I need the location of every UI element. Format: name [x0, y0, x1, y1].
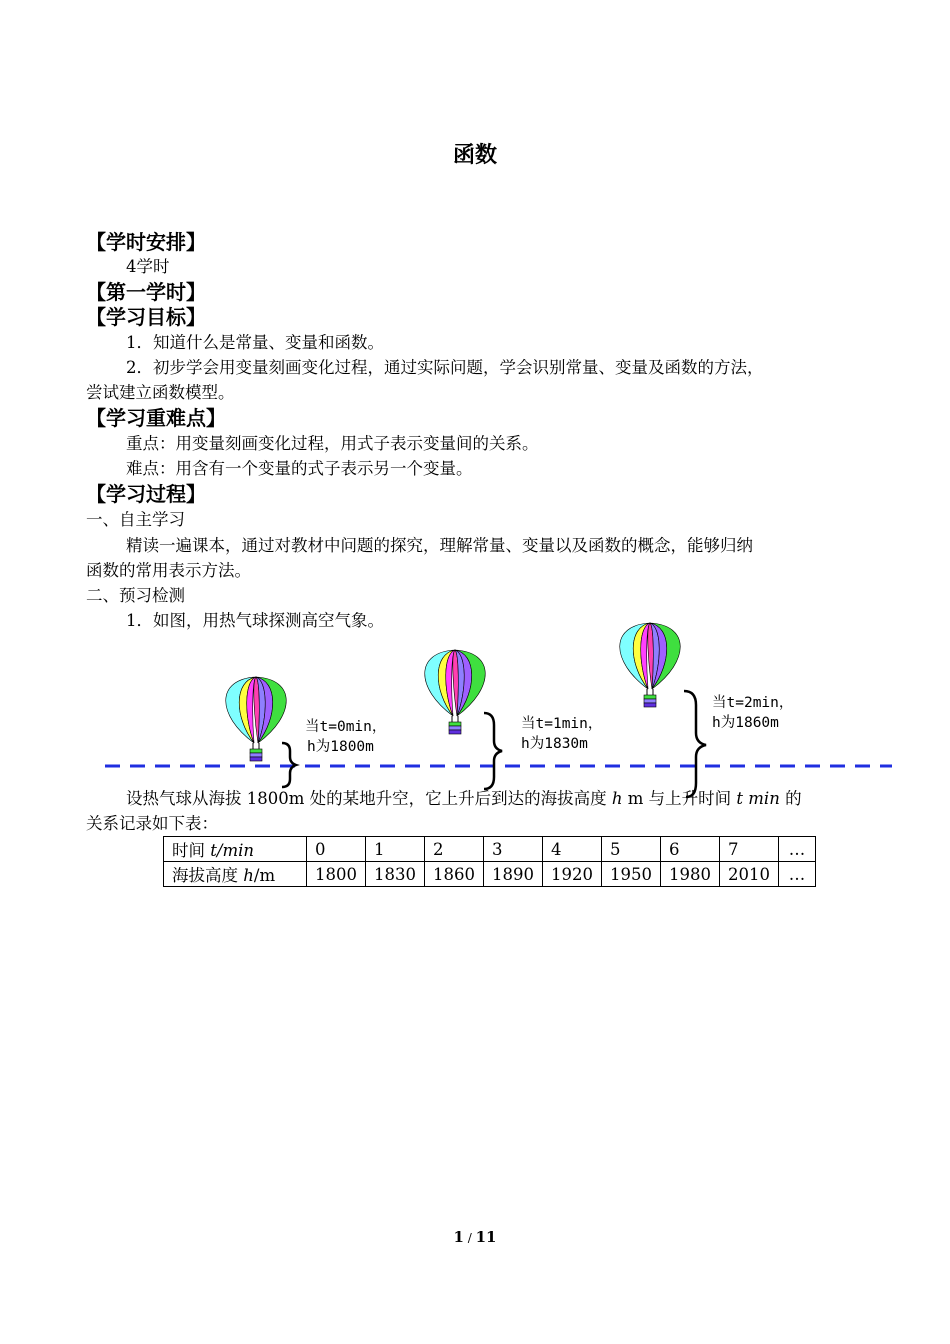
- balloon-3-label-line-1: 当t=2min，: [712, 695, 794, 711]
- document-title: 函数: [452, 143, 497, 168]
- question-1-description-line-1: 设热气球从海拔 1800m 处的某地升空，它上升后到达的海拔高度 h m 与上升时间 t min 的: [126, 789, 802, 808]
- table-cell: 5: [602, 837, 661, 862]
- page-number: 1 / 11: [453, 1228, 497, 1246]
- table-cell: 0: [307, 837, 366, 862]
- part-1-text-line-2: 函数的常用表示方法。: [86, 561, 251, 580]
- table-cell: 1860: [425, 862, 484, 887]
- balloon-3-label-line-2: h为1860m: [712, 715, 779, 731]
- part-1-text-line-1: 精读一遍课本，通过对教材中问题的探究，理解常量、变量以及函数的概念，能够归纳: [126, 536, 753, 555]
- balloon-1-label-line-1: 当t=0min，: [305, 719, 387, 735]
- balloon-1: [226, 677, 287, 761]
- table-cell: 1920: [543, 862, 602, 887]
- part-1-heading: 一、自主学习: [86, 510, 185, 529]
- table-row-height: [164, 862, 816, 887]
- table-row-label-time: 时间 t/min: [164, 837, 307, 862]
- balloon-figure: [0, 615, 950, 800]
- table-cell: …: [779, 862, 816, 887]
- table-cell: 1950: [602, 862, 661, 887]
- goal-2-line-2: 尝试建立函数模型。: [86, 383, 235, 402]
- section-key-points-heading: 【学习重难点】: [86, 406, 226, 430]
- section-schedule-heading: 【学时安排】: [86, 230, 206, 254]
- table-cell: 1800: [307, 862, 366, 887]
- time-height-table: [163, 836, 816, 887]
- brace-2: [484, 713, 502, 789]
- key-point: 重点：用变量刻画变化过程，用式子表示变量间的关系。: [126, 434, 539, 453]
- question-1: 1．如图，用热气球探测高空气象。: [126, 611, 384, 630]
- balloon-2-label-line-1: 当t=1min，: [521, 716, 603, 732]
- table-cell: 2010: [720, 862, 779, 887]
- table-cell: 1890: [484, 862, 543, 887]
- hard-point: 难点：用含有一个变量的式子表示另一个变量。: [126, 459, 473, 478]
- brace-3: [684, 691, 706, 797]
- variable-t: t min: [736, 789, 780, 808]
- part-2-heading: 二、预习检测: [86, 586, 185, 605]
- section-process-heading: 【学习过程】: [86, 482, 206, 506]
- table-cell: 2: [425, 837, 484, 862]
- table-cell: 1980: [661, 862, 720, 887]
- schedule-value: 4学时: [126, 257, 170, 276]
- table-row-time: [164, 837, 816, 862]
- variable-h: h: [611, 789, 623, 808]
- question-1-description-line-2: 关系记录如下表：: [86, 814, 218, 833]
- table-row-label-height: 海拔高度 h/m: [164, 862, 307, 887]
- table-cell: 1: [366, 837, 425, 862]
- table-cell: 1830: [366, 862, 425, 887]
- table-cell: 6: [661, 837, 720, 862]
- table-cell: 4: [543, 837, 602, 862]
- section-goals-heading: 【学习目标】: [86, 305, 206, 329]
- section-first-period-heading: 【第一学时】: [86, 280, 206, 304]
- balloon-1-label-line-2: h为1800m: [307, 739, 374, 755]
- goal-1: 1．知道什么是常量、变量和函数。: [126, 333, 384, 352]
- table-cell: 3: [484, 837, 543, 862]
- balloon-2: [425, 650, 486, 734]
- balloon-2-label-line-2: h为1830m: [521, 736, 588, 752]
- goal-2-line-1: 2．初步学会用变量刻画变化过程，通过实际问题，学会识别常量、变量及函数的方法，: [126, 358, 764, 377]
- balloon-3: [620, 623, 681, 707]
- table-cell: 7: [720, 837, 779, 862]
- table-cell: …: [779, 837, 816, 862]
